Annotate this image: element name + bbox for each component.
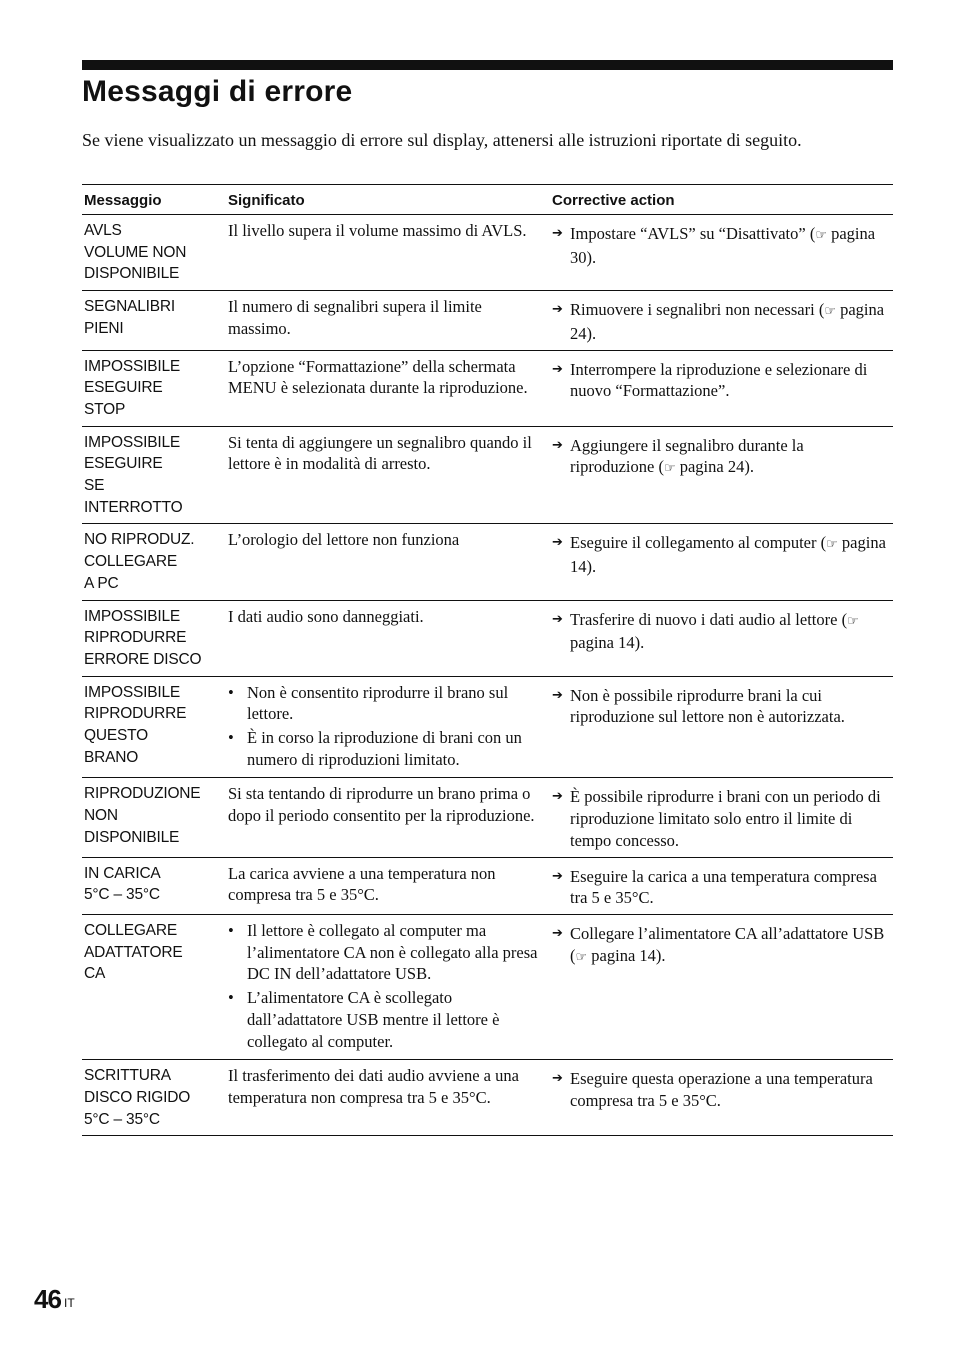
table-row	[82, 291, 893, 350]
bullet-icon: •	[228, 920, 234, 940]
error-message: IMPOSSIBILE ESEGUIRE SE INTERROTTO	[82, 426, 226, 524]
action-instruction: Eseguire il collegamento al computer	[570, 533, 817, 553]
action-text: Trasferire di nuovo i dati audio al lettore (☞ pagina 14).	[570, 609, 859, 653]
table-row	[82, 350, 893, 426]
table-row	[82, 215, 893, 291]
action-text	[570, 359, 891, 402]
bullet-icon: •	[228, 728, 234, 748]
meaning-text: Il numero di segnalibri supera il limite massimo.	[228, 297, 482, 338]
meaning-text: È in corso la riproduzione di brani con un numero di riproduzioni limitato.	[247, 728, 522, 769]
arrow-right-icon: ➔	[552, 925, 563, 941]
arrow-right-icon: ➔	[552, 535, 563, 551]
meaning-text: Il lettore è collegato al computer ma l’alimentatore CA non è collegato alla presa DC IN dell’adattatore USB.	[247, 920, 538, 984]
error-message: RIPRODUZIONE NON DISPONIBILE	[82, 778, 226, 857]
action-text	[570, 866, 891, 909]
table-header-row	[82, 185, 893, 215]
corrective-action	[550, 778, 893, 857]
meaning-list-item	[228, 727, 548, 770]
error-message: IMPOSSIBILE RIPRODURRE QUESTO BRANO	[82, 676, 226, 778]
error-meaning	[226, 914, 550, 1059]
error-messages-table	[82, 184, 893, 1136]
page-language: IT	[64, 1296, 75, 1310]
action-text: Collegare l’alimentatore CA all’adattatore USB (☞ pagina 14).	[570, 923, 885, 965]
error-meaning	[226, 778, 550, 857]
meaning-list	[228, 920, 548, 1052]
error-message: IN CARICA 5°C – 35°C	[82, 857, 226, 914]
arrow-right-icon: ➔	[552, 611, 563, 627]
action-instruction: Impostare “AVLS” su “Disattivato”	[570, 224, 806, 243]
table-row	[82, 600, 893, 676]
arrow-right-icon: ➔	[552, 789, 563, 805]
page-reference: pagina 30).	[570, 224, 876, 267]
table-row	[82, 524, 893, 600]
page-reference: pagina 14).	[570, 533, 886, 577]
error-message: NO RIPRODUZ. COLLEGARE A PC	[82, 524, 226, 600]
error-meaning	[226, 291, 550, 350]
pointing-hand-icon: ☞	[815, 228, 827, 243]
action-text	[570, 1068, 891, 1111]
header-corrective-action: Corrective action	[550, 185, 893, 215]
title-rule	[82, 60, 893, 70]
error-message: COLLEGARE ADATTATORE CA	[82, 914, 226, 1059]
table-row	[82, 857, 893, 914]
intro-text: Se viene visualizzato un messaggio di errore sul display, attenersi alle istruzioni riportate di seguito.	[82, 130, 802, 150]
meaning-list	[228, 682, 548, 771]
error-meaning	[226, 426, 550, 524]
arrow-right-icon: ➔	[552, 361, 563, 377]
table-row	[82, 1060, 893, 1136]
page-number: 46	[34, 1284, 61, 1314]
corrective-action	[550, 350, 893, 426]
action-instruction: Eseguire la carica a una temperatura compresa tra 5 e 35°C.	[570, 866, 877, 908]
meaning-list-item	[228, 920, 548, 985]
table-row	[82, 778, 893, 857]
action-instruction: Interrompere la riproduzione e selezionare di nuovo “Formattazione”.	[570, 359, 868, 401]
arrow-right-icon: ➔	[552, 226, 563, 241]
page-reference: pagina 24).	[679, 457, 754, 477]
action-text: Impostare “AVLS” su “Disattivato” (☞ pagina 30).	[570, 224, 876, 267]
action-text	[570, 685, 891, 728]
corrective-action	[550, 524, 893, 600]
error-message: AVLS VOLUME NON DISPONIBILE	[82, 215, 226, 291]
table-row	[82, 676, 893, 778]
bullet-icon: •	[228, 988, 234, 1008]
meaning-text: Il trasferimento dei dati audio avviene a una temperatura non compresa tra 5 e 35°C.	[228, 1066, 519, 1107]
pointing-hand-icon: ☞	[824, 304, 836, 320]
error-meaning	[226, 857, 550, 914]
page-reference: pagina 24).	[570, 300, 885, 343]
meaning-list-item	[228, 987, 548, 1052]
meaning-text: L’orologio del lettore non funziona	[228, 530, 460, 550]
action-instruction: Rimuovere i segnalibri non necessari	[570, 300, 815, 320]
arrow-right-icon: ➔	[552, 437, 563, 453]
meaning-text: L’opzione “Formattazione” della schermata MENU è selezionata durante la riproduzione.	[228, 356, 528, 398]
header-significato: Significato	[226, 185, 550, 215]
meaning-list-item	[228, 682, 548, 725]
action-instruction: Eseguire questa operazione a una temperatura compresa tra 5 e 35°C.	[570, 1069, 873, 1110]
action-instruction: Trasferire di nuovo i dati audio al lettore	[570, 609, 838, 629]
error-meaning	[226, 524, 550, 600]
error-message: SEGNALIBRI PIENI	[82, 291, 226, 350]
arrow-right-icon: ➔	[552, 687, 563, 703]
error-meaning	[226, 600, 550, 676]
action-instruction: Aggiungere il segnalibro durante la riproduzione	[570, 435, 804, 477]
corrective-action	[550, 215, 893, 291]
meaning-text: Si sta tentando di riprodurre un brano prima o dopo il periodo consentito per la riproduzione.	[228, 784, 535, 826]
meaning-text: Non è consentito riprodurre il brano sul lettore.	[247, 682, 509, 724]
error-meaning	[226, 215, 550, 291]
corrective-action	[550, 857, 893, 914]
error-meaning	[226, 676, 550, 778]
page-reference: pagina 14).	[591, 945, 666, 965]
error-message: IMPOSSIBILE ESEGUIRE STOP	[82, 350, 226, 426]
action-instruction: È possibile riprodurre i brani con un periodo di riproduzione limitato solo entro il limite di tempo concesso.	[570, 787, 881, 850]
pointing-hand-icon: ☞	[663, 461, 676, 477]
corrective-action	[550, 914, 893, 1059]
pointing-hand-icon: ☞	[575, 949, 588, 965]
action-text	[570, 786, 891, 851]
arrow-right-icon: ➔	[552, 868, 563, 884]
error-message: IMPOSSIBILE RIPRODURRE ERRORE DISCO	[82, 600, 226, 676]
corrective-action	[550, 600, 893, 676]
pointing-hand-icon: ☞	[847, 613, 859, 629]
action-text: Rimuovere i segnalibri non necessari (☞ pagina 24).	[570, 300, 885, 343]
meaning-text: Si tenta di aggiungere un segnalibro quando il lettore è in modalità di arresto.	[228, 432, 532, 474]
action-instruction: Collegare l’alimentatore CA all’adattatore USB	[570, 923, 885, 943]
meaning-text: L’alimentatore CA è scollegato dall’adattatore USB mentre il lettore è collegato al computer.	[247, 988, 500, 1051]
corrective-action	[550, 426, 893, 524]
arrow-right-icon: ➔	[552, 1071, 563, 1087]
action-text: Eseguire il collegamento al computer (☞ pagina 14).	[570, 533, 886, 577]
action-text: Aggiungere il segnalibro durante la riproduzione (☞ pagina 24).	[570, 435, 804, 477]
corrective-action	[550, 676, 893, 778]
error-meaning	[226, 350, 550, 426]
meaning-text: Il livello supera il volume massimo di AVLS.	[228, 221, 527, 240]
meaning-text: La carica avviene a una temperatura non compresa tra 5 e 35°C.	[228, 863, 496, 905]
error-meaning	[226, 1060, 550, 1136]
header-messaggio: Messaggio	[82, 185, 226, 215]
corrective-action	[550, 1060, 893, 1136]
table-row	[82, 914, 893, 1059]
corrective-action	[550, 291, 893, 350]
bullet-icon: •	[228, 682, 234, 702]
pointing-hand-icon: ☞	[826, 537, 838, 553]
error-message: SCRITTURA DISCO RIGIDO 5°C – 35°C	[82, 1060, 226, 1136]
action-instruction: Non è possibile riprodurre brani la cui riproduzione sul lettore non è autorizzata.	[570, 685, 845, 727]
page-title: Messaggi di errore	[82, 75, 353, 108]
table-row	[82, 426, 893, 524]
arrow-right-icon: ➔	[552, 302, 563, 318]
meaning-text: I dati audio sono danneggiati.	[228, 606, 424, 626]
page-reference: pagina 14).	[570, 633, 645, 653]
